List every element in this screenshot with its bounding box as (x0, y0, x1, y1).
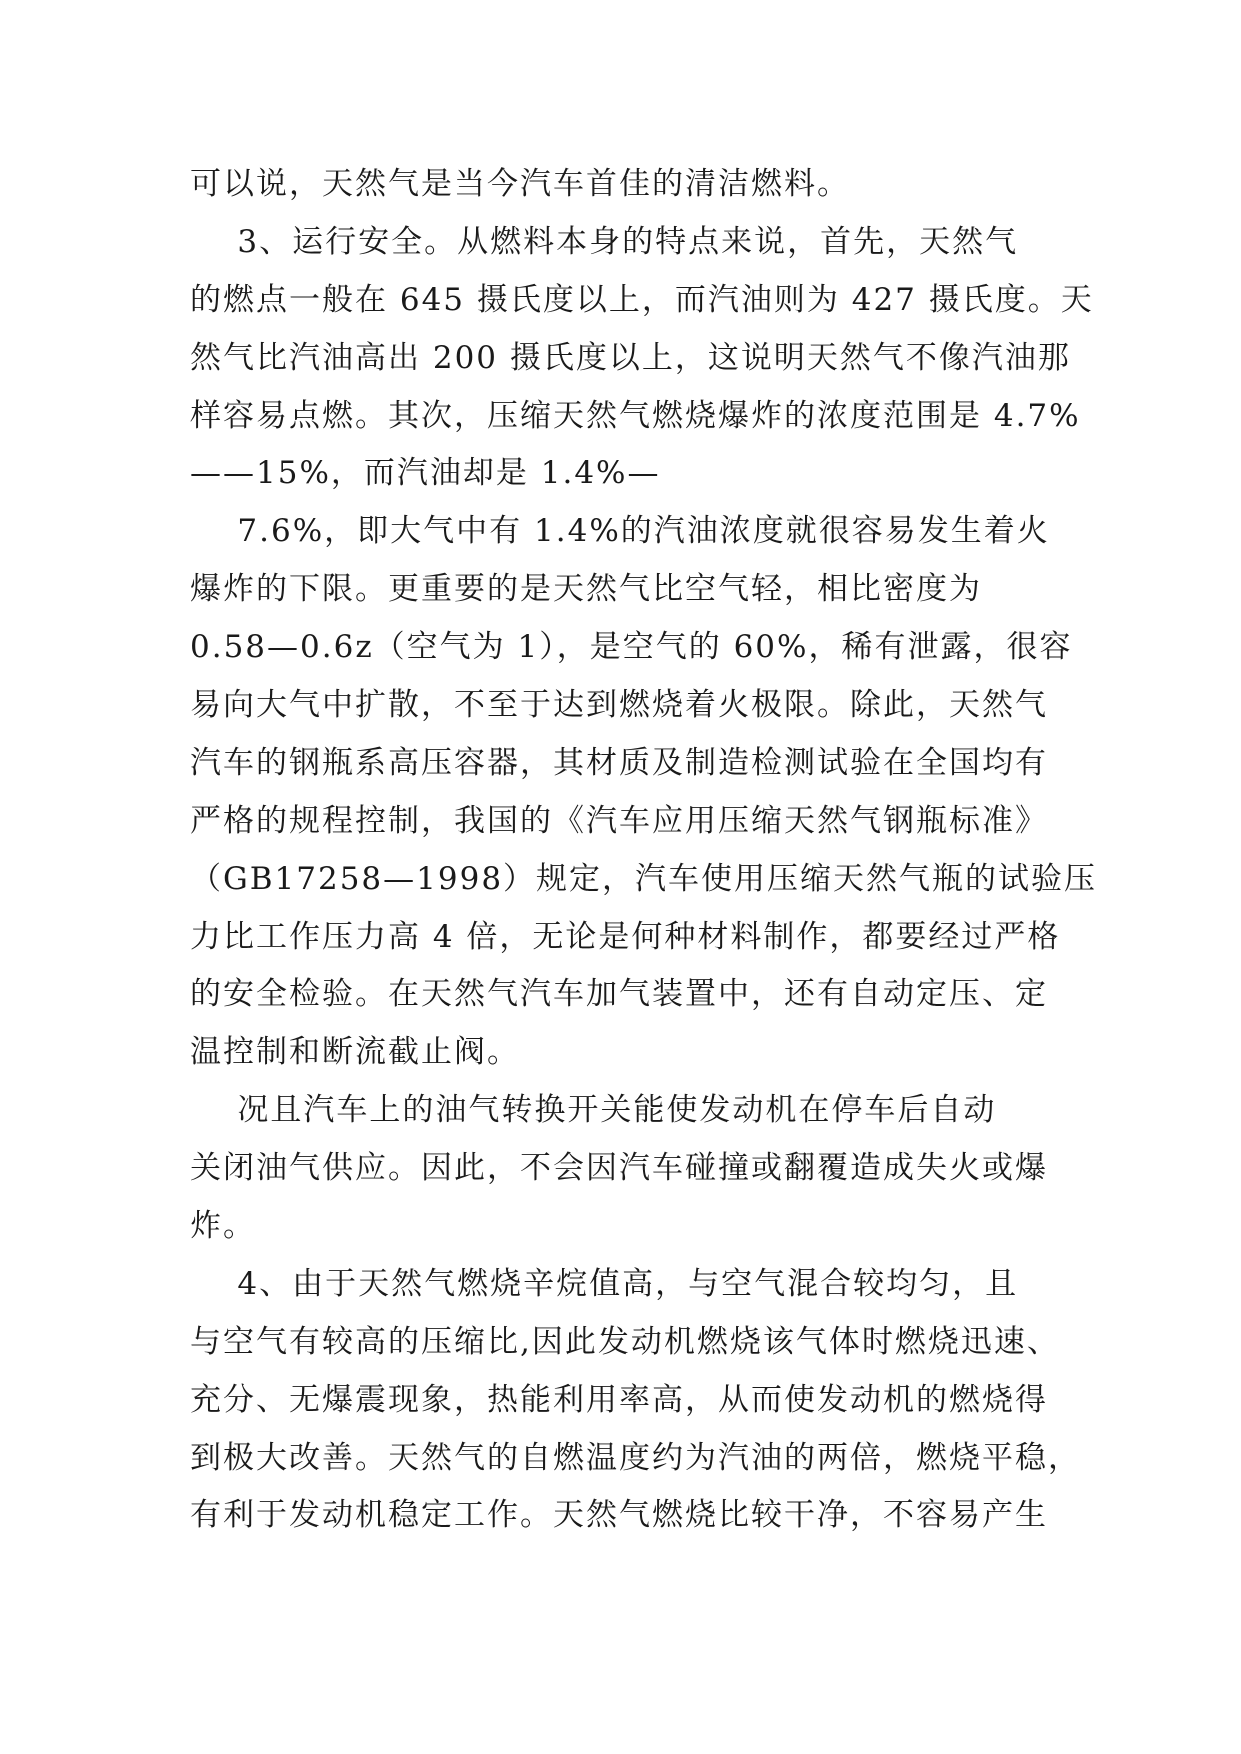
text-line: 关闭油气供应。因此，不会因汽车碰撞或翻覆造成失火或爆 (190, 1150, 1048, 1187)
text-line: 充分、无爆震现象，热能利用率高，从而使发动机的燃烧得 (190, 1381, 1048, 1418)
text-line: 况且汽车上的油气转换开关能使发动机在停车后自动 (190, 1092, 997, 1129)
text-line: 7.6%，即大气中有 1.4%的汽油浓度就很容易发生着火 (190, 513, 1050, 550)
text-line: 炸。 (190, 1208, 256, 1245)
text-line: 3、运行安全。从燃料本身的特点来说，首先，天然气 (190, 223, 1019, 260)
text-line: 力比工作压力高 4 倍，无论是何种材料制作，都要经过严格 (190, 918, 1061, 955)
text-line: 易向大气中扩散，不至于达到燃烧着火极限。除此，天然气 (190, 687, 1048, 724)
text-line: 0.58—0.6z（空气为 1），是空气的 60%，稀有泄露，很容 (190, 629, 1073, 666)
text-line: 到极大改善。天然气的自燃温度约为汽油的两倍，燃烧平稳， (190, 1439, 1081, 1476)
text-line: 爆炸的下限。更重要的是天然气比空气轻，相比密度为 (190, 571, 982, 608)
text-line: 汽车的钢瓶系高压容器，其材质及制造检测试验在全国均有 (190, 744, 1048, 781)
text-line: 与空气有较高的压缩比,因此发动机燃烧该气体时燃烧迅速、 (190, 1323, 1060, 1360)
text-line: 样容易点燃。其次，压缩天然气燃烧爆炸的浓度范围是 4.7% (190, 397, 1081, 434)
text-line: 的安全检验。在天然气汽车加气装置中，还有自动定压、定 (190, 976, 1048, 1013)
text-line: ——15%，而汽油却是 1.4%— (190, 455, 661, 492)
text-line: 的燃点一般在 645 摄氏度以上，而汽油则为 427 摄氏度。天 (190, 281, 1094, 318)
document-body (190, 156, 1098, 1545)
text-line: 有利于发动机稳定工作。天然气燃烧比较干净，不容易产生 (190, 1497, 1048, 1534)
text-line: 然气比汽油高出 200 摄氏度以上，这说明天然气不像汽油那 (190, 339, 1071, 376)
text-line: 可以说，天然气是当今汽车首佳的清洁燃料。 (190, 166, 850, 202)
text-line: 严格的规程控制，我国的《汽车应用压缩天然气钢瓶标准》 (190, 802, 1048, 839)
text-line: 温控制和断流截止阀。 (190, 1034, 520, 1071)
text-line: （GB17258—1998）规定，汽车使用压缩天然气瓶的试验压 (190, 860, 1098, 897)
text-line: 4、由于天然气燃烧辛烷值高，与空气混合较均匀，且 (190, 1265, 1019, 1302)
